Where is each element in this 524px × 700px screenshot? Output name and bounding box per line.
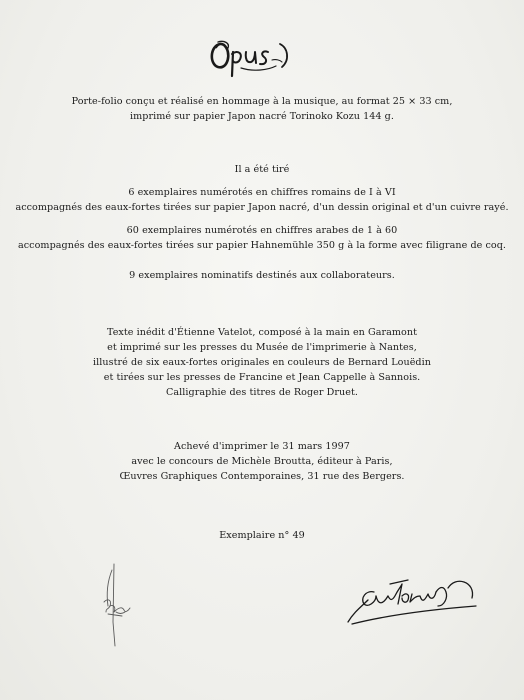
tirage-arabes-block [0, 223, 524, 253]
credits-line: Calligraphie des titres de Roger Druet. [166, 387, 358, 398]
credits-line: Texte inédit d'Étienne Vatelot, composé à la main en Garamont [106, 327, 417, 338]
tirage-romains-line: 6 exemplaires numérotés en chiffres romains de I à VI [128, 187, 396, 198]
tirage-nominatifs-line: 9 exemplaires nominatifs destinés aux collaborateurs. [129, 270, 395, 281]
credits-line: illustré de six eaux-fortes originales en couleurs de Bernard Louëdin [93, 357, 431, 368]
colophon-block [0, 439, 524, 484]
handwritten-signature-left-icon [92, 562, 138, 648]
colophon-line: Œuvres Graphiques Contemporaines, 31 rue des Bergers. [119, 471, 405, 482]
tirage-heading [0, 162, 524, 177]
tirage-romains-block [0, 185, 524, 215]
tirage-romains-line: accompagnés des eaux-fortes tirées sur papier Japon nacré, d'un dessin original et d'un cuivre rayé. [15, 202, 509, 213]
handwritten-signature-vatelot-icon [344, 566, 480, 628]
tirage-heading-text: Il a été tiré [234, 164, 290, 175]
tirage-arabes-line: accompagnés des eaux-fortes tirées sur papier Hahnemühle 350 g à la forme avec filigrane de coq. [17, 240, 507, 251]
intro-line: imprimé sur papier Japon nacré Torinoko Kozu 144 g. [130, 111, 394, 122]
exemplaire-block [0, 528, 524, 543]
opus-calligraphy-logo-icon [206, 34, 298, 82]
tirage-arabes-line: 60 exemplaires numérotés en chiffres arabes de 1 à 60 [126, 225, 398, 236]
exemplaire-number: Exemplaire n° 49 [219, 530, 305, 541]
credits-block [0, 325, 524, 400]
credits-line: et tirées sur les presses de Francine et Jean Cappelle à Sannois. [103, 372, 421, 383]
intro-block [0, 94, 524, 124]
credits-line: et imprimé sur les presses du Musée de l'imprimerie à Nantes, [107, 342, 417, 353]
tirage-nominatifs-block [0, 268, 524, 283]
intro-line: Porte-folio conçu et réalisé en hommage à la musique, au format 25 × 33 cm, [71, 96, 453, 107]
colophon-line: Achevé d'imprimer le 31 mars 1997 [174, 441, 350, 452]
colophon-line: avec le concours de Michèle Broutta, éditeur à Paris, [131, 456, 393, 467]
